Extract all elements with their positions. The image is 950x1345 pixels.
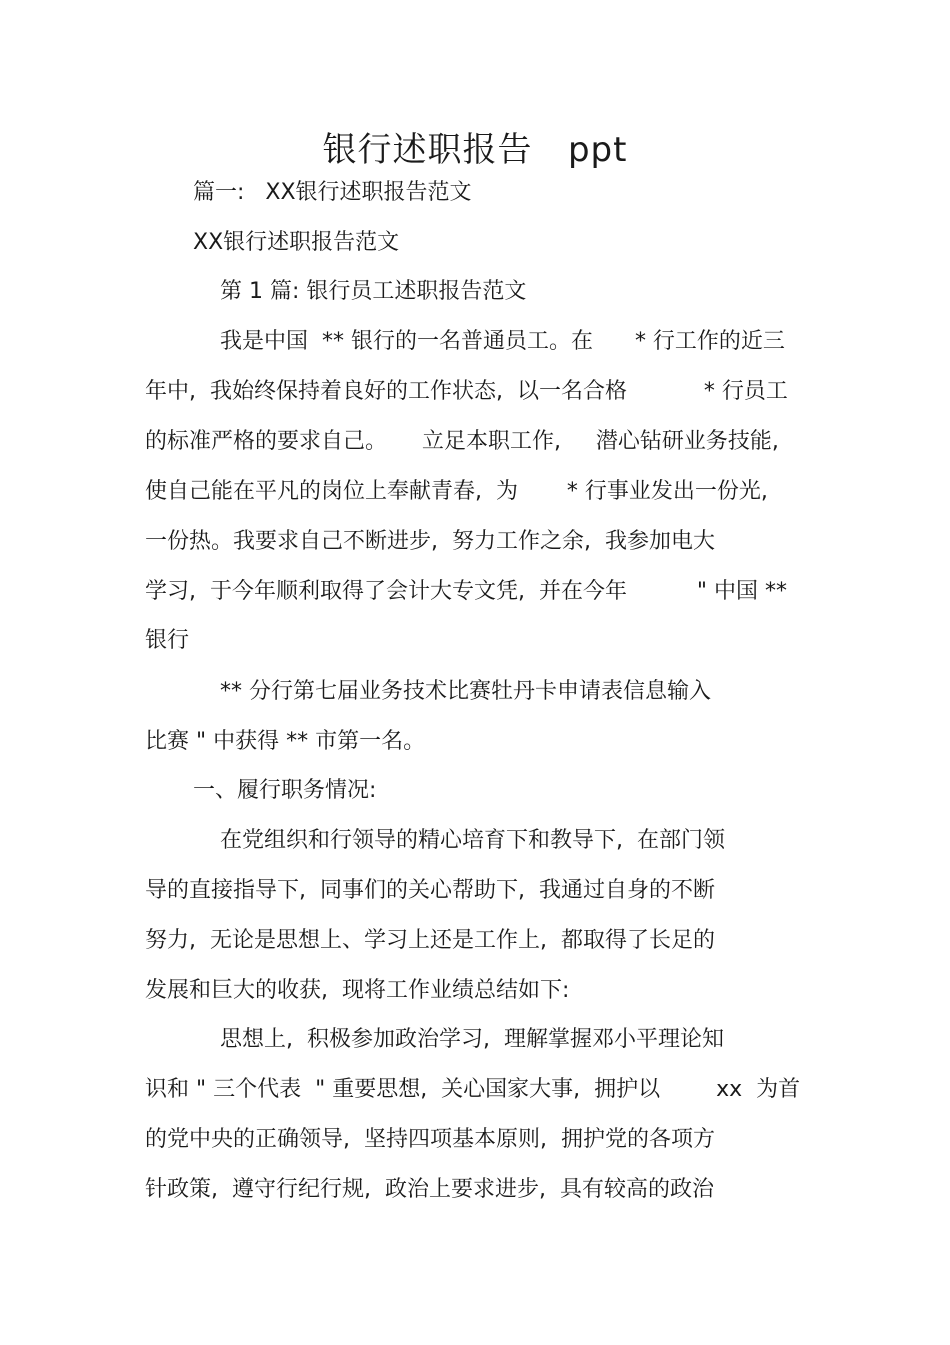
subheading: XX银行述职报告范文: [193, 230, 400, 255]
paragraph-line: 针政策, 遵守行纪行规, 政治上要求进步, 具有较高的政治: [145, 1177, 714, 1202]
paragraph-line: 我是中国 ** 银行的一名普通员工。在 * 行工作的近三: [220, 329, 785, 354]
paragraph-line: 识和 " 三个代表 " 重要思想, 关心国家大事, 拥护以 xx 为首: [145, 1077, 801, 1102]
paragraph-line: 银行: [145, 628, 190, 653]
chapter-heading: 第 1 篇: 银行员工述职报告范文: [220, 279, 527, 304]
paragraph-line: 的标准严格的要求自己。 立足本职工作, 潜心钻研业务技能,: [145, 429, 779, 454]
document-title: 银行述职报告 ppt: [322, 130, 628, 170]
paragraph-line: 在党组织和行领导的精心培育下和教导下, 在部门领: [220, 828, 725, 853]
paragraph-line: 思想上, 积极参加政治学习, 理解掌握邓小平理论知: [220, 1027, 724, 1052]
paragraph-line: 学习, 于今年顺利取得了会计大专文凭, 并在今年 " 中国 **: [145, 579, 787, 604]
paragraph-line: 使自己能在平凡的岗位上奉献青春, 为 * 行事业发出一份光,: [145, 479, 768, 504]
section-heading: 一、履行职务情况:: [193, 778, 377, 803]
paragraph-line: 发展和巨大的收获, 现将工作业绩总结如下:: [145, 978, 570, 1003]
section-heading: 篇一: XX银行述职报告范文: [193, 180, 472, 205]
paragraph-line: 年中, 我始终保持着良好的工作状态, 以一名合格 * 行员工: [145, 379, 788, 404]
paragraph-line: 的党中央的正确领导, 坚持四项基本原则, 拥护党的各项方: [145, 1127, 715, 1152]
paragraph-line: 比赛 " 中获得 ** 市第一名。: [145, 729, 426, 754]
paragraph-line: ** 分行第七届业务技术比赛牡丹卡申请表信息输入: [220, 679, 711, 704]
paragraph-line: 导的直接指导下, 同事们的关心帮助下, 我通过自身的不断: [145, 878, 715, 903]
paragraph-line: 一份热。我要求自己不断进步, 努力工作之余, 我参加电大: [145, 529, 715, 554]
paragraph-line: 努力, 无论是思想上、学习上还是工作上, 都取得了长足的: [145, 928, 715, 953]
